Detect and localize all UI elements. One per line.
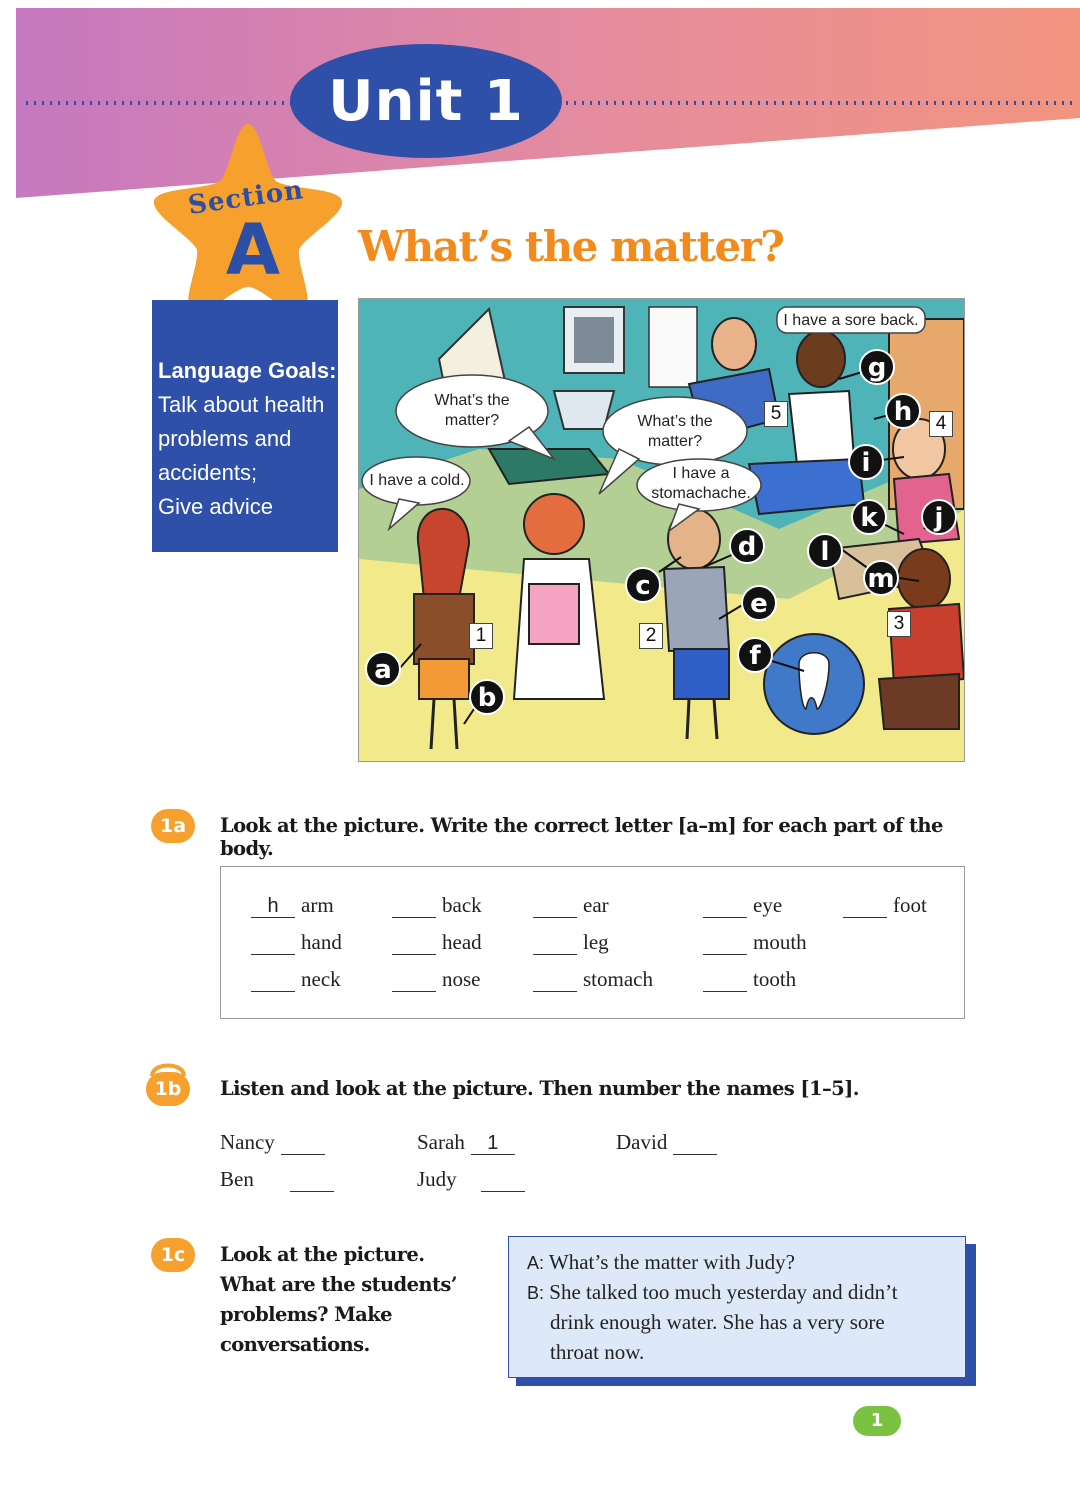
goals-line: Talk about health [158, 392, 325, 417]
exercise-1b-instruction: Listen and look at the picture. Then number the names [1–5]. [220, 1077, 859, 1100]
dialog-line-b-cont: drink enough water. She has a very sore [550, 1310, 885, 1334]
dialog-line-b-cont: throat now. [550, 1340, 645, 1364]
section-label: Section [186, 175, 306, 221]
dialog-line-a [527, 1247, 795, 1278]
body-part-word: tooth [753, 967, 797, 991]
answer-blank[interactable] [392, 969, 436, 992]
bubble-line: matter? [444, 412, 500, 429]
dialog-text: She talked too much yesterday and didn’t [549, 1280, 898, 1304]
answer-blank[interactable]: h [251, 895, 295, 918]
person-number-2: 2 [639, 623, 663, 649]
goals-line: accidents; [158, 460, 258, 485]
number-blank[interactable] [290, 1169, 334, 1192]
body-part-word: leg [583, 930, 609, 954]
dialog-line-b [527, 1277, 898, 1308]
unit-title: Unit 1 [328, 68, 524, 134]
body-part-word: neck [301, 967, 341, 991]
instruction-line: conversations. [220, 1333, 370, 1356]
page-title: What’s the matter? [358, 222, 784, 271]
label-h: h [885, 393, 921, 429]
body-part-item [533, 930, 609, 955]
answer-blank[interactable] [703, 969, 747, 992]
student-name: Ben [220, 1167, 254, 1191]
goals-line: problems and [158, 426, 292, 451]
body-part-word: foot [893, 893, 927, 917]
body-part-word: stomach [583, 967, 653, 991]
number-blank[interactable] [281, 1132, 325, 1155]
label-a: a [365, 651, 401, 687]
student-name: Sarah [417, 1130, 465, 1154]
person-number-1: 1 [469, 623, 493, 649]
sample-dialog-box [508, 1236, 966, 1378]
bubble-whats-the-matter-2 [615, 412, 735, 452]
speaker-b: B: [527, 1283, 545, 1303]
body-part-item [843, 893, 927, 918]
bubble-line: What’s the [637, 413, 713, 430]
goals-heading: Language Goals: [158, 358, 337, 383]
answer-blank[interactable] [703, 932, 747, 955]
number-blank[interactable] [673, 1132, 717, 1155]
name-item [417, 1167, 525, 1192]
student-name: Nancy [220, 1130, 275, 1154]
student-name: Judy [417, 1167, 457, 1191]
instruction-line: problems? Make [220, 1303, 392, 1326]
name-item [220, 1167, 334, 1192]
student-name: David [616, 1130, 668, 1154]
name-item [616, 1130, 717, 1155]
answer-blank[interactable] [251, 932, 295, 955]
exercise-1a-instruction: Look at the picture. Write the correct letter [a–m] for each part of the body. [220, 814, 943, 860]
body-part-item [703, 967, 796, 992]
person-number-4: 4 [929, 411, 953, 437]
body-part-item [703, 893, 782, 918]
body-part-item [392, 930, 482, 955]
body-part-word: head [442, 930, 482, 954]
person-number-3: 3 [887, 611, 911, 637]
answer-blank[interactable] [392, 895, 436, 918]
label-c: c [625, 567, 661, 603]
body-part-word: nose [442, 967, 481, 991]
speaker-a: A: [527, 1253, 545, 1273]
body-part-word: ear [583, 893, 609, 917]
bubble-line: What’s the [434, 392, 510, 409]
label-j: j [921, 499, 957, 535]
label-m: m [863, 560, 899, 596]
exercise-1b-badge: 1b [146, 1072, 190, 1106]
answer-blank[interactable] [703, 895, 747, 918]
exercise-1c-instruction [220, 1240, 490, 1360]
label-g: g [859, 349, 895, 385]
label-e: e [741, 585, 777, 621]
label-b: b [469, 679, 505, 715]
person-number-5: 5 [764, 401, 788, 427]
answer-blank[interactable] [533, 969, 577, 992]
body-part-item [703, 930, 807, 955]
instruction-line: Look at the picture. [220, 1243, 425, 1266]
clinic-illustration [358, 298, 965, 762]
instruction-line: What are the students’ [220, 1273, 457, 1296]
body-part-word: hand [301, 930, 342, 954]
body-part-item [392, 967, 481, 992]
goals-line: Give advice [158, 494, 273, 519]
bubble-line: stomachache. [651, 485, 751, 502]
headphones-icon [148, 1058, 188, 1078]
number-blank[interactable]: 1 [471, 1132, 515, 1155]
dialog-text: What’s the matter with Judy? [548, 1250, 795, 1274]
bubble-line: I have a [672, 465, 730, 482]
label-i: i [848, 444, 884, 480]
exercise-1a-badge: 1a [151, 809, 195, 843]
page-number: 1 [853, 1406, 901, 1436]
name-item [417, 1130, 515, 1155]
label-k: k [851, 499, 887, 535]
bubble-stomachache [641, 464, 761, 504]
answer-blank[interactable] [533, 932, 577, 955]
label-d: d [729, 528, 765, 564]
body-part-item [392, 893, 482, 918]
answer-blank[interactable] [251, 969, 295, 992]
body-part-word: arm [301, 893, 334, 917]
body-part-word: back [442, 893, 482, 917]
answer-blank[interactable] [843, 895, 887, 918]
bubble-line: matter? [647, 433, 703, 450]
bubble-sore-back: I have a sore back. [783, 312, 919, 329]
language-goals-text [158, 354, 338, 524]
bubble-i-have-a-cold: I have a cold. [369, 472, 465, 489]
body-part-word: eye [753, 893, 783, 917]
body-part-item [533, 967, 653, 992]
answer-blank[interactable] [533, 895, 577, 918]
number-blank[interactable] [481, 1169, 525, 1192]
answer-blank[interactable] [392, 932, 436, 955]
body-part-item [533, 893, 609, 918]
body-part-item [251, 930, 342, 955]
body-part-item [251, 967, 341, 992]
name-item [220, 1130, 325, 1155]
body-part-word: mouth [753, 930, 807, 954]
body-part-item [251, 893, 334, 918]
bubble-whats-the-matter-1 [411, 391, 533, 431]
label-l: l [807, 533, 843, 569]
exercise-1c-badge: 1c [151, 1238, 195, 1272]
label-f: f [737, 637, 773, 673]
section-letter: A [225, 209, 281, 291]
